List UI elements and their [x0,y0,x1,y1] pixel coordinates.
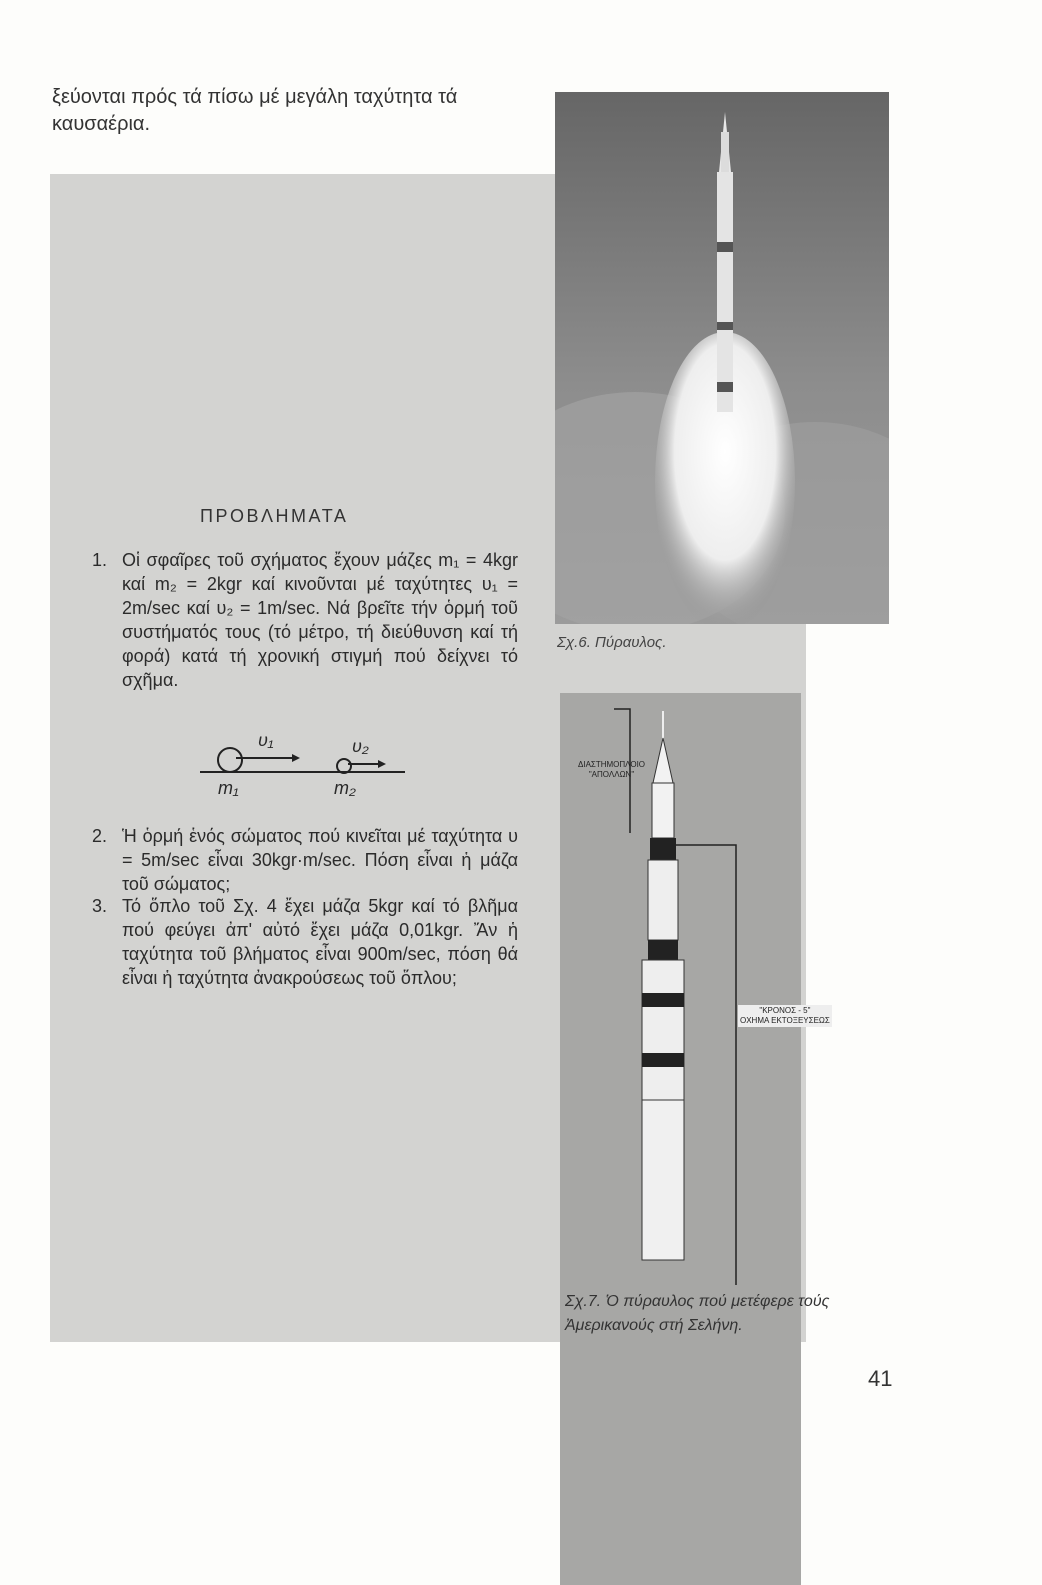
saturn-label [738,1005,832,1027]
problem-number: 1. [92,550,108,570]
problems-heading: ΠΡΟΒΛΗΜΑΤΑ [200,506,349,526]
problem-number: 3. [92,896,108,916]
problem-text: Τό ὅπλο τοῦ Σχ. 4 ἔχει μάζα 5kgr καί τό βλῆμα πού φεύγει ἀπ' αὐτό ἔχει μάζα 0,01kgr. Ἄν ἡ ταχύτητα τοῦ βλήματος εἶναι 900m/sec, πόση θά εἶναι ἡ ταχύτητα ἀνακρούσεως τοῦ ὅπλου; [122,896,518,988]
problem-2 [92,824,518,896]
velocity-label-2: υ₂ [352,736,369,756]
intro-paragraph: ξεύονται πρός τά πίσω μέ μεγάλη ταχύτητα τά καυσαέρια. [52,86,458,135]
apollo-label-line2: "ΑΠΟΛΛΩΝ" [588,770,635,779]
saturn-label-line2: ΟΧΗΜΑ ΕΚΤΟΞΕΥΣΕΩΣ [740,1016,830,1025]
problem-text: Ἡ ὁρμή ἑνός σώματος πού κινεῖται μέ ταχύτητα υ = 5m/sec εἶναι 30kgr·m/sec. Πόση εἶναι ἡ μάζα τοῦ σώματος; [122,826,518,894]
saturn-v-diagram [560,693,801,1585]
problem-text: Οἱ σφαῖρες τοῦ σχήματος ἔχουν μάζες m₁ = 4kgr καί m₂ = 2kgr καί κινοῦνται μέ ταχύτητες υ₁ = 2m/sec καί υ₂ = 1m/sec. Νά βρεῖτε τήν ὁρμή τοῦ συστήματός τους (τό μέτρο, τή διεύθυνση καί τή φορά) κατά τή χρονική στιγμή πού δείχνει τό σχῆμα. [122,550,518,690]
velocity-label-1: υ₁ [258,730,274,750]
figure-7-caption: Σχ.7. Ὁ πύραυλος πού μετέφερε τούς Ἀμερικανούς στή Σελήνη. [565,1293,830,1334]
apollo-label [578,760,645,780]
problem-3 [92,894,518,990]
problem-1 [92,548,518,692]
mass-label-2: m₂ [334,778,356,798]
page-number: 41 [868,1366,893,1391]
saturn-label-line1: "ΚΡΟΝΟΣ - 5" [759,1006,811,1015]
figure-6-caption: Σχ.6. Πύραυλος. [557,634,667,651]
two-balls-figure [200,722,420,812]
apollo-label-line1: ΔΙΑΣΤΗΜΟΠΛΟΙΟ [578,760,646,769]
rocket-launch-photo [555,92,889,624]
mass-label-1: m₁ [218,778,239,798]
problem-number: 2. [92,826,108,846]
